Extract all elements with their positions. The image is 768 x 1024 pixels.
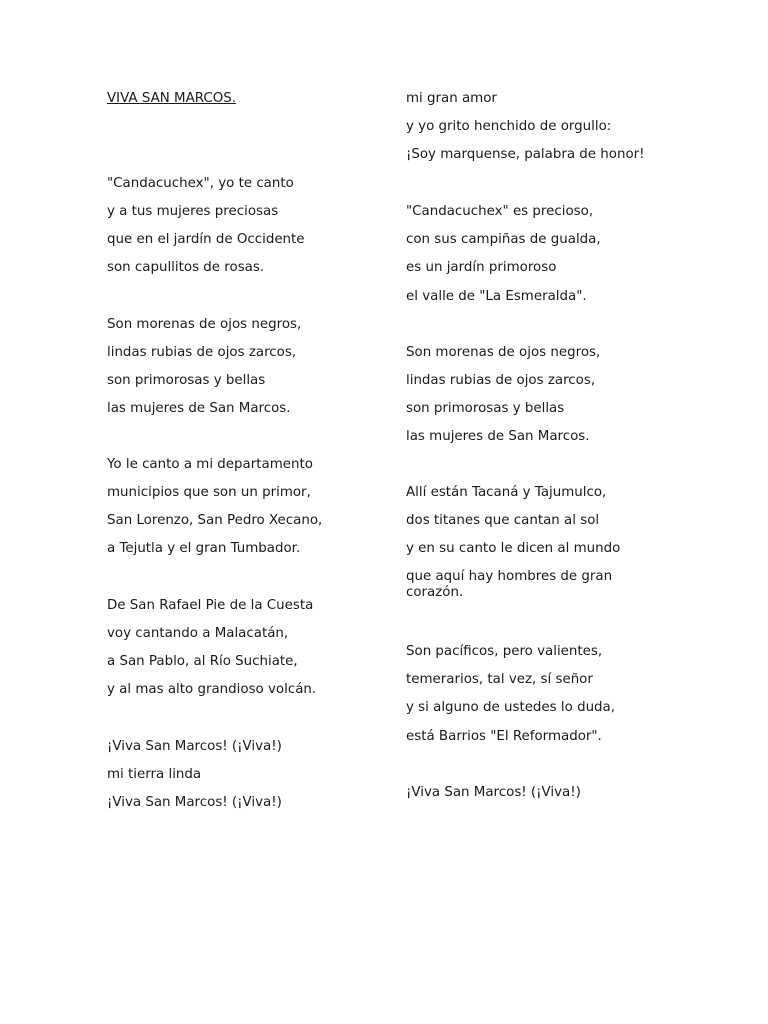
poem-line: dos titanes que cantan al sol [406, 513, 600, 528]
poem-line: y a tus mujeres preciosas [107, 204, 279, 219]
poem-line: son primorosas y bellas [406, 401, 565, 416]
poem-line: y en su canto le dicen al mundo [406, 541, 621, 556]
poem-line: "Candacuchex" es precioso, [406, 204, 594, 219]
poem-line: Son morenas de ojos negros, [406, 345, 601, 360]
poem-line: es un jardín primoroso [406, 260, 557, 275]
poem-line: Son pacíficos, pero valientes, [406, 644, 603, 659]
poem-line: municipios que son un primor, [107, 485, 311, 500]
poem-line: el valle de "La Esmeralda". [406, 289, 587, 304]
poem-line: son capullitos de rosas. [107, 260, 265, 275]
poem-line: temerarios, tal vez, sí señor [406, 672, 593, 687]
poem-line: las mujeres de San Marcos. [107, 401, 291, 416]
poem-line: lindas rubias de ojos zarcos, [406, 373, 596, 388]
poem-line: y yo grito henchido de orgullo: [406, 119, 612, 134]
poem-line: Allí están Tacaná y Tajumulco, [406, 485, 607, 500]
poem-line: San Lorenzo, San Pedro Xecano, [107, 513, 323, 528]
poem-line: ¡Viva San Marcos! (¡Viva!) [406, 785, 581, 800]
poem-line: a Tejutla y el gran Tumbador. [107, 541, 301, 556]
poem-line: está Barrios "El Reformador". [406, 729, 602, 744]
poem-line: voy cantando a Malacatán, [107, 626, 289, 641]
poem-line: ¡Soy marquense, palabra de honor! [406, 147, 645, 162]
poem-line: mi gran amor [406, 91, 497, 106]
poem-line: Yo le canto a mi departamento [107, 457, 313, 472]
poem-line: ¡Viva San Marcos! (¡Viva!) [107, 739, 282, 754]
poem-line: a San Pablo, al Río Suchiate, [107, 654, 298, 669]
poem-line: Son morenas de ojos negros, [107, 317, 302, 332]
poem-line: son primorosas y bellas [107, 373, 266, 388]
poem-line: y al mas alto grandioso volcán. [107, 682, 317, 697]
poem-line: las mujeres de San Marcos. [406, 429, 590, 444]
poem-line: y si alguno de ustedes lo duda, [406, 700, 616, 715]
poem-line: que en el jardín de Occidente [107, 232, 305, 247]
poem-title: VIVA SAN MARCOS. [107, 91, 237, 106]
poem-line: lindas rubias de ojos zarcos, [107, 345, 297, 360]
poem-line: mi tierra linda [107, 767, 202, 782]
poem-line: De San Rafael Pie de la Cuesta [107, 598, 314, 613]
poem-line: ¡Viva San Marcos! (¡Viva!) [107, 795, 282, 810]
poem-line: que aquí hay hombres de gran corazón. [406, 569, 613, 600]
poem-line: "Candacuchex", yo te canto [107, 176, 294, 191]
poem-line: con sus campiñas de gualda, [406, 232, 601, 247]
